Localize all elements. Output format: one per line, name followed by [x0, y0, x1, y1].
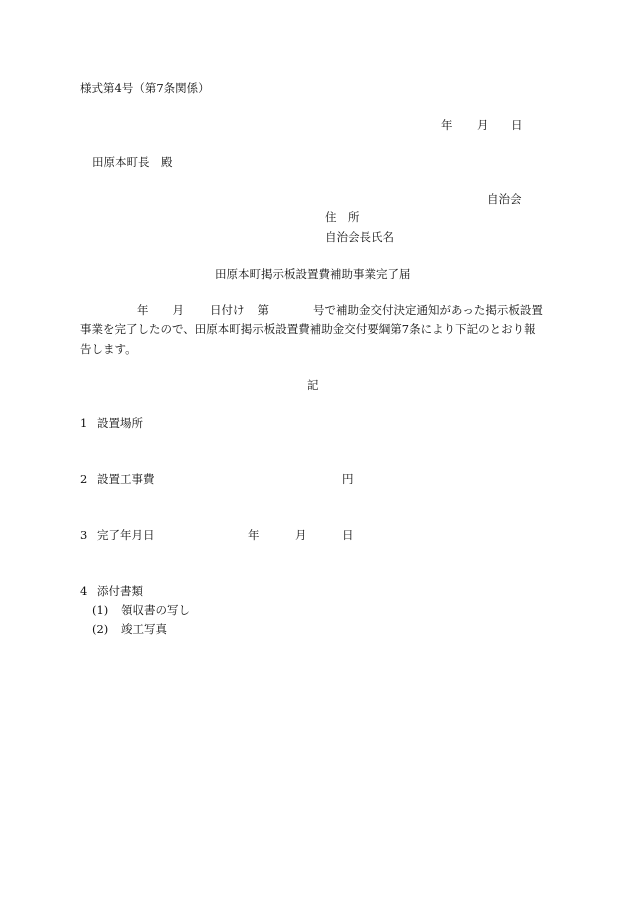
date-year: 年: [441, 118, 453, 132]
item-2-label: 設置工事費: [97, 472, 155, 486]
body-no: 第: [257, 303, 269, 317]
body-line-1-rest: 号で補助金交付決定通知があった掲示板設置: [313, 303, 543, 317]
item-3-month: 月: [295, 528, 307, 542]
body-line-3: 告します。: [80, 342, 137, 356]
ki-heading: 記: [307, 378, 319, 392]
item-2-number: 2: [80, 472, 88, 486]
body-line-1: [137, 305, 543, 317]
date-day: 日: [511, 118, 523, 132]
body-year: 年: [137, 303, 149, 317]
date-month: 月: [477, 118, 489, 132]
item-4-sub-1-number: (1): [92, 603, 109, 617]
address-label: 住 所: [325, 210, 360, 224]
item-3-number: 3: [80, 528, 88, 542]
item-1-number: 1: [80, 416, 88, 430]
addressee: 田原本町長 殿: [92, 155, 173, 169]
item-3-year: 年: [248, 528, 260, 542]
item-4-label: 添付書類: [97, 584, 143, 598]
body-line-2: 事業を完了したので、田原本町掲示板設置費補助金交付要綱第7条により下記のとおり報: [80, 322, 536, 336]
form-number: 様式第4号（第7条関係）: [80, 81, 210, 95]
item-2-unit: 円: [342, 472, 354, 486]
association-label: 自治会: [487, 192, 522, 206]
item-4-sub-2-number: (2): [92, 622, 109, 636]
document-title: 田原本町掲示板設置費補助事業完了届: [215, 267, 411, 281]
chairperson-name-label: 自治会長氏名: [325, 230, 394, 244]
item-4-sub-1-label: 領収書の写し: [121, 603, 190, 617]
item-3-day: 日: [342, 528, 354, 542]
item-4-number: 4: [80, 584, 88, 598]
item-3-label: 完了年月日: [97, 528, 155, 542]
body-month: 月: [172, 303, 184, 317]
item-4-sub-2-label: 竣工写真: [121, 622, 167, 636]
item-1-label: 設置場所: [97, 416, 143, 430]
body-dated: 日付け: [210, 303, 245, 317]
